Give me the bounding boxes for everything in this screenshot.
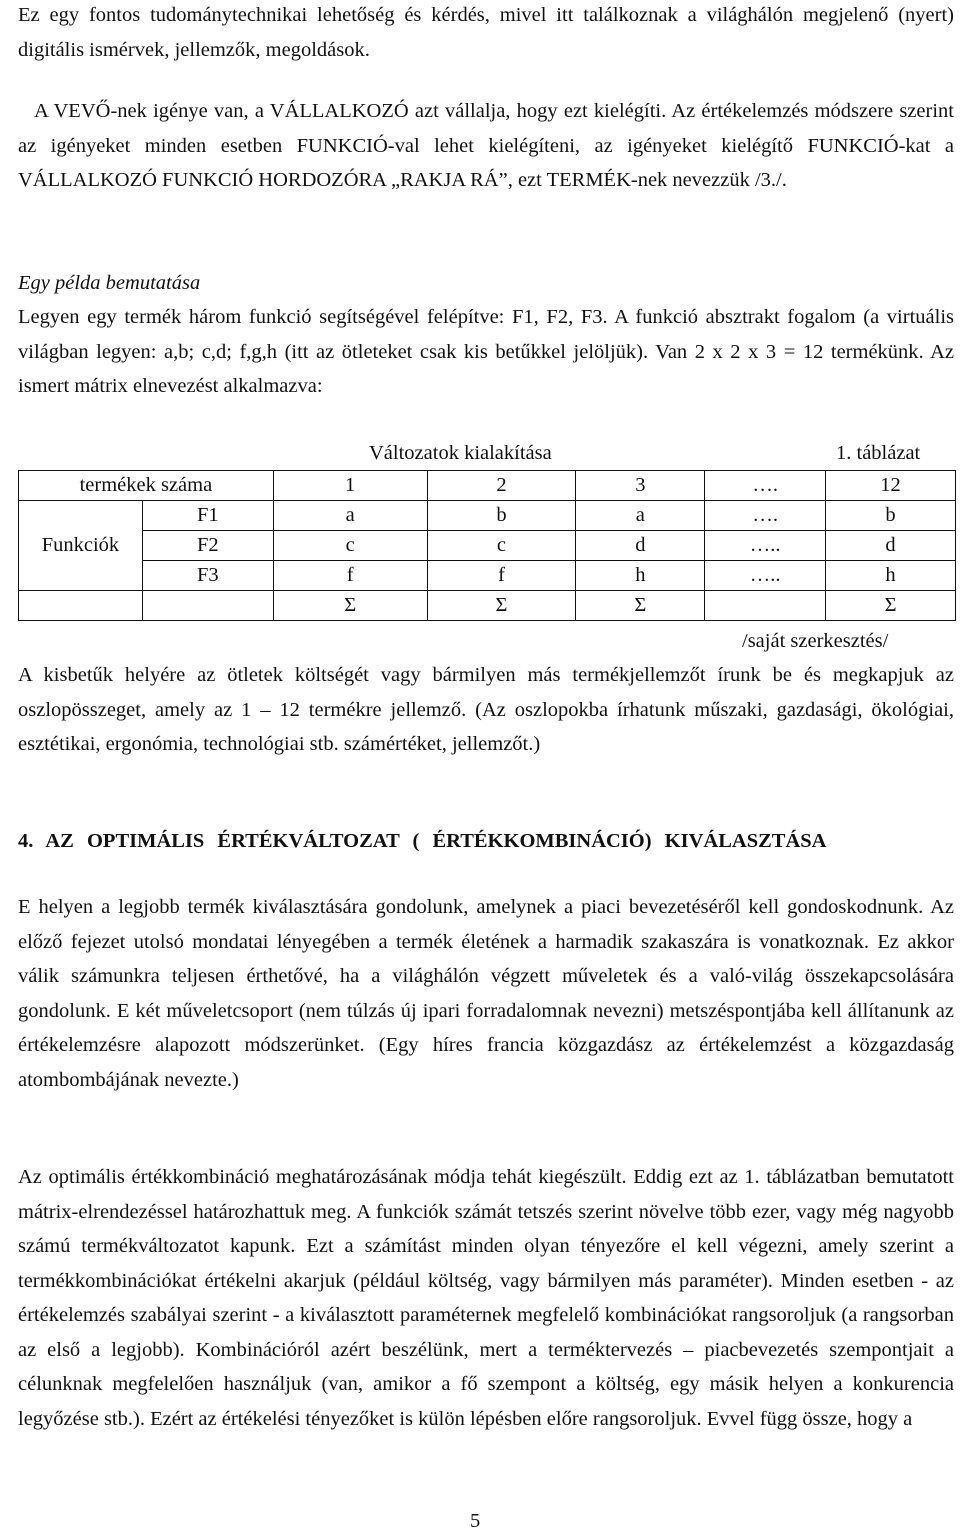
- table-sum-cell: Σ: [273, 591, 427, 621]
- table-sum-cell: Σ: [826, 591, 956, 621]
- table-row: [19, 501, 956, 531]
- table-cell: d: [826, 531, 956, 561]
- table-cell: f: [427, 561, 576, 591]
- table-cell: …..: [705, 531, 826, 561]
- table-cell: f: [273, 561, 427, 591]
- table-group-label: Funkciók: [19, 501, 143, 591]
- section-heading: 4. AZ OPTIMÁLIS ÉRTÉKVÁLTOZAT ( ÉRTÉKKOMBINÁCIÓ) KIVÁLASZTÁSA: [18, 830, 827, 852]
- table-cell: 3: [576, 471, 705, 501]
- table-cell: …..: [705, 561, 826, 591]
- table-cell: a: [273, 501, 427, 531]
- paragraph-example: Legyen egy termék három funkció segítségével felépítve: F1, F2, F3. A funkció absztrakt fogalom (a virtuális világban legyen: a,b; c,d; f,g,h (itt az ötleteket csak kis betűkkel jelöljük). Van 2 x 2 x 3 = 12 termékünk. Az ismert mátrix elnevezést alkalmazva:: [18, 306, 954, 397]
- table-row-label: F2: [142, 531, 273, 561]
- table-cell: a: [576, 501, 705, 531]
- table-row: [19, 561, 956, 591]
- table-sum-cell: Σ: [576, 591, 705, 621]
- table-cell: c: [273, 531, 427, 561]
- paragraph-explanation: A kisbetűk helyére az ötletek költségét vagy bármilyen más termékjellemzőt írunk be és megkapjuk az oszlopösszeget, amely az 1 – 12 termékre jellemző. (Az oszlopokba írhatunk műszaki, gazdasági, ökológiai, esztétikai, ergonómia, technológiai stb. számértéket, jellemzőt.): [18, 664, 954, 755]
- table-source: /saját szerkesztés/: [742, 630, 889, 652]
- table-cell: h: [826, 561, 956, 591]
- table-sum-cell: Σ: [427, 591, 576, 621]
- variants-table: [18, 470, 956, 621]
- table-row: [19, 591, 956, 621]
- paragraph-intro: Ez egy fontos tudománytechnikai lehetőség és kérdés, mivel itt találkoznak a világhálón megjelenő (nyert) digitális ismérvek, jellemzők, megoldások.: [18, 4, 954, 61]
- table-row: [19, 471, 956, 501]
- table-cell: 1: [273, 471, 427, 501]
- table-cell: 12: [826, 471, 956, 501]
- table-cell: h: [576, 561, 705, 591]
- table-cell: [142, 591, 273, 621]
- table-cell: c: [427, 531, 576, 561]
- table-caption: Változatok kialakítása: [369, 442, 552, 464]
- table-row-label: F3: [142, 561, 273, 591]
- table-cell: ….: [705, 501, 826, 531]
- table-cell: 2: [427, 471, 576, 501]
- table-row-label: F1: [142, 501, 273, 531]
- table-cell: b: [427, 501, 576, 531]
- table-header-label: termékek száma: [19, 471, 274, 501]
- paragraph-selection: E helyen a legjobb termék kiválasztására gondolunk, amelynek a piaci bevezetéséről kell gondoskodnunk. Az előző fejezet utolsó mondatai lényegében a termék életének a harmadik szakaszára is vonatkoznak. Ez akkor válik számunkra teljesen érthetővé, ha a világhálón végzett műveletek és a való-világ összekapcsolására gondolunk. E két műveletcsoport (nem túlzás új ipari forradalomnak nevezni) metszéspontjába kell állítanunk az értékelemzésre alapozott módszerünket. (Egy híres francia közgazdász az értékelemzést a közgazdaság atombombájának nevezte.): [18, 896, 954, 1091]
- table-cell: d: [576, 531, 705, 561]
- example-heading: Egy példa bemutatása: [18, 272, 201, 294]
- paragraph-method: Az optimális értékkombináció meghatározásának módja tehát kiegészült. Eddig ezt az 1. táblázatban bemutatott mátrix-elrendezéssel határozhattuk meg. A funkciók számát tetszés szerint növelve több ezer, vagy még nagyobb számú termékváltozatot kapunk. Ezt a számítást minden olyan tényezőre el kell végezni, amely szerint a termékkombinációkat értékelni akarjuk (például költség, vagy bármilyen más paraméter). Minden esetben - az értékelemzés szabályai szerint - a kiválasztott paraméternek megfelelő kombinációkat rangsoroljuk (a rangsorban az első a legjobb). Kombinációról azért beszélünk, mert a terméktervezés – piacbevezetés szempontjait a célunknak megfelelően használjuk (van, amikor a fő szempont a költség, egy másik helyen a konkurencia legyőzése stb.). Ezért az értékelési tényezőket is külön lépésben előre rangsoroljuk. Evvel függ össze, hogy a: [18, 1166, 954, 1430]
- paragraph-vevo-text: A VEVŐ-nek igénye van, a VÁLLALKOZÓ azt vállalja, hogy ezt kielégíti. Az értékelemzés módszere szerint az igényeket minden esetben FUNKCIÓ-val lehet kielégíteni, az igényeket kielégítő FUNKCIÓ-kat a VÁLLALKOZÓ FUNKCIÓ HORDOZÓRA „RAKJA RÁ”, ezt TERMÉK-nek nevezzük /3./.: [18, 100, 954, 191]
- paragraph-vevo: [18, 94, 954, 198]
- table-cell: b: [826, 501, 956, 531]
- table-cell: [19, 591, 143, 621]
- table-cell: ….: [705, 471, 826, 501]
- table-row: [19, 531, 956, 561]
- table-cell: [705, 591, 826, 621]
- table-number: 1. táblázat: [836, 442, 921, 464]
- page-number: 5: [470, 1510, 481, 1532]
